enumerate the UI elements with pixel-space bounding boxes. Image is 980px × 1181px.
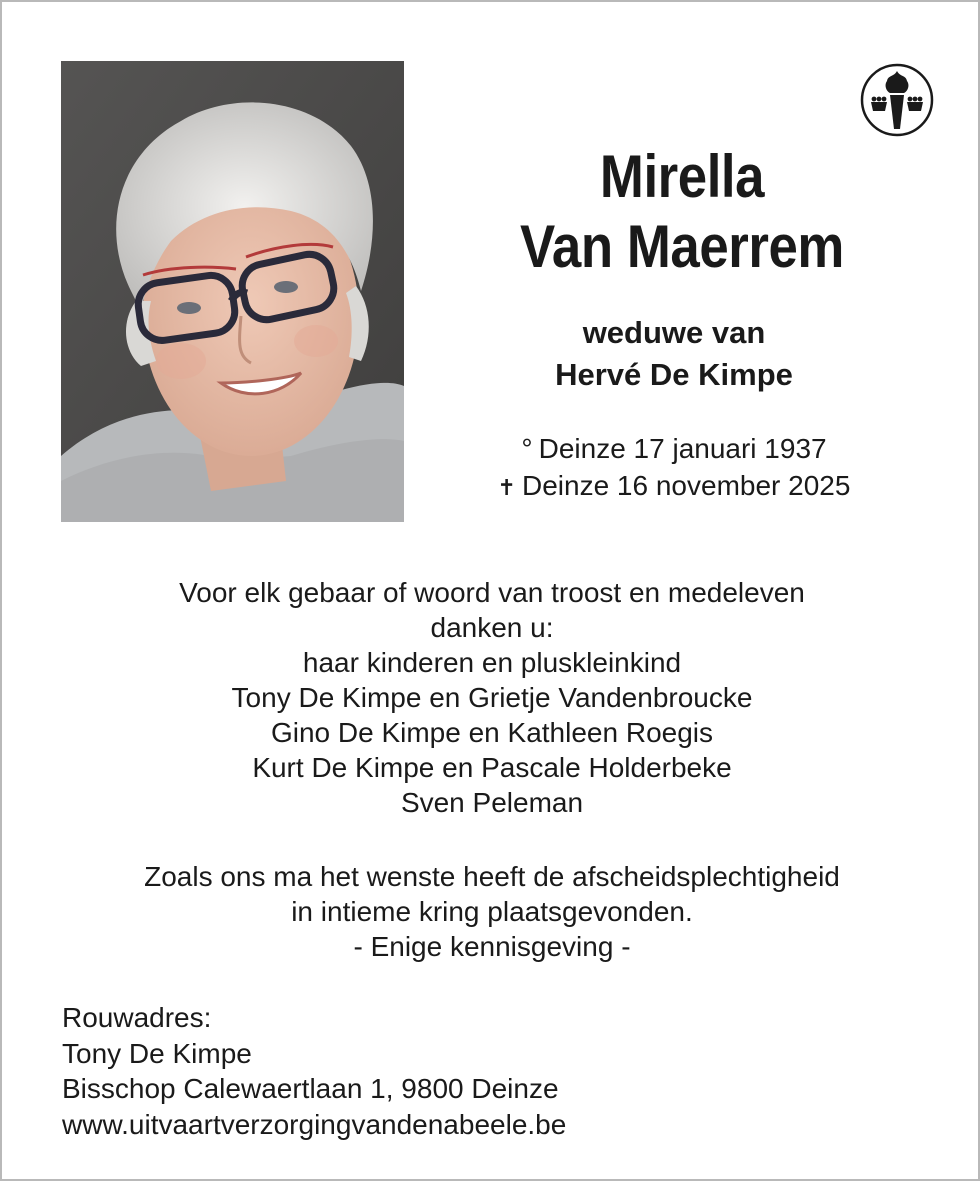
thanks-line: Kurt De Kimpe en Pascale Holderbeke [252, 752, 732, 783]
thanks-line: haar kinderen en pluskleinkind [302, 647, 682, 678]
thanks-block [42, 575, 942, 820]
thanks-line: Tony De Kimpe en Grietje Vandenbroucke [231, 682, 753, 713]
cross-icon: ✝ [497, 475, 516, 500]
relation-label: weduwe van [582, 315, 766, 350]
thanks-line: danken u: [430, 612, 554, 643]
birth-mark: ° [521, 433, 533, 464]
death-text: Deinze 16 november 2025 [521, 470, 851, 501]
farewell-line: Zoals ons ma het wenste heeft de afscheidsplechtigheid [144, 861, 840, 892]
portrait-illustration [61, 61, 404, 522]
address-contact: Tony De Kimpe [62, 1037, 252, 1069]
thanks-line: Sven Peleman [400, 787, 584, 818]
birth-text: Deinze 17 januari 1937 [538, 433, 827, 464]
address-heading: Rouwadres: [62, 1002, 212, 1033]
portrait-photo [61, 61, 404, 522]
spouse-block [442, 312, 906, 396]
death-line [442, 467, 906, 506]
torch-emblem-icon [860, 63, 934, 137]
name-block [442, 142, 922, 282]
first-name: Mirella [599, 143, 765, 210]
address-street: Bisschop Calewaertlaan 1, 9800 Deinze [62, 1073, 559, 1104]
last-name: Van Maerrem [520, 213, 844, 280]
thanks-line: Voor elk gebaar of woord van troost en medeleven [179, 577, 805, 608]
website-link[interactable]: www.uitvaartverzorgingvandenabeele.be [62, 1108, 567, 1140]
farewell-line: - Enige kennisgeving - [353, 931, 631, 962]
address-block [62, 1000, 862, 1142]
birth-line [442, 430, 906, 467]
spouse-name: Hervé De Kimpe [555, 357, 793, 392]
dates-block [442, 430, 906, 506]
farewell-line: in intieme kring plaatsgevonden. [291, 896, 693, 927]
thanks-line: Gino De Kimpe en Kathleen Roegis [270, 717, 714, 748]
farewell-block [42, 859, 942, 964]
